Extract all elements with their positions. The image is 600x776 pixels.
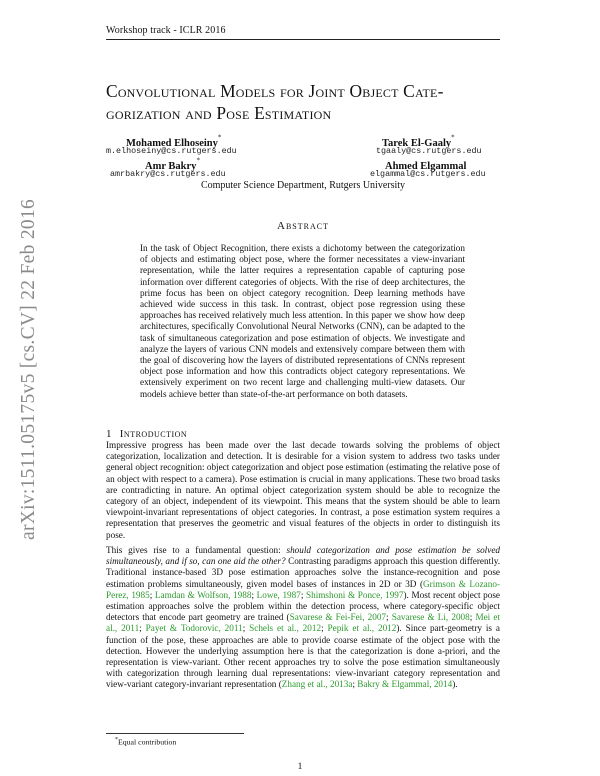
abstract-body: In the task of Object Recognition, there exists a dichotomy between the categorization of objects and estimating object pose, where the former necessitates a view-invariant representation, while the latter requires a representation capable of capturing pose information over different categories of objects. With the rise of deep architectures, the prime focus has been on object category recognition. Deep learning methods have achieved wide success in this task. In contrast, object pose regression using these approaches has received relatively much less attention. In this paper we show how deep architectures, specifically Convolutional Neural Networks (CNN), can be adapted to the task of simultaneous categorization and pose estimation of objects. We investigate and analyze the layers of various CNN models and extensively compare between them with the goal of discovering how the layers of distributed representations of CNNs represent object pose information and how this contradicts object category representations. We extensively experiment on two recent large and challenging multi-view datasets. Our models achieve better than state-of-the-art performance on both datasets. xyxy=(140,243,465,399)
author-1: Mohamed Elhoseiny* xyxy=(126,133,222,149)
author-name: Amr Bakry xyxy=(145,161,197,172)
citation-link[interactable]: Payet & Todorovic, 2011 xyxy=(145,623,243,634)
title-w6: Pose xyxy=(216,103,250,123)
citation-link[interactable]: Savarese & Fei-Fei, 2007 xyxy=(289,612,387,623)
title-w5: Cate- xyxy=(403,81,444,101)
page-number: 1 xyxy=(297,762,303,772)
arxiv-stamp[interactable]: arXiv:1511.05175v5 [cs.CV] 22 Feb 2016 xyxy=(18,198,39,540)
section-heading-introduction: 1 Introduction xyxy=(106,428,188,440)
author-3: Amr Bakry* xyxy=(145,156,200,172)
header-rule xyxy=(106,39,500,40)
paper-title xyxy=(106,80,506,124)
footnote: *Equal contribution xyxy=(115,737,177,747)
citation-link[interactable]: Bakry & Elgammal, 2014 xyxy=(357,679,453,690)
citation-link[interactable]: Schels et al., 2012 xyxy=(249,623,322,634)
author-email[interactable]: elgammal@cs.rutgers.edu xyxy=(370,169,486,179)
citation-link[interactable]: Pepik et al., 2012 xyxy=(327,623,397,634)
title-line2: gorization and xyxy=(106,103,212,123)
citation-link[interactable]: Lowe, 1987 xyxy=(256,589,301,600)
author-2: Tarek El-Gaaly* xyxy=(382,133,455,149)
title-w4: Object xyxy=(349,81,399,101)
title-w2: Models for xyxy=(220,81,304,101)
research-question: should categorization and pose estimation be solved simultaneously, and if so, can one aid the other? xyxy=(106,545,500,567)
affiliation: Computer Science Department, Rutgers University xyxy=(200,180,406,191)
author-email[interactable]: amrbakry@cs.rutgers.edu xyxy=(110,169,226,179)
author-name: Tarek El-Gaaly xyxy=(382,138,452,149)
citation-link[interactable]: Zhang et al., 2013a xyxy=(281,679,353,690)
author-email[interactable]: m.elhoseiny@cs.rutgers.edu xyxy=(106,146,237,156)
intro-paragraph-1: Impressive progress has been made over the last decade towards solving the problems of object categorization, localization and detection. It is desirable for a vision system to address two tasks under general object recognition: object categorization and object pose estimation (estimating the relative pose of an object with respect to a camera). Pose estimation is crucial in many applications. These two broad tasks are contradicting in nature. An optimal object categorization system should be able to recognize the category of an object, independent of its viewpoint. This means that the system should be able to learn viewpoint-invariant representations of object categories. In contrast, a pose estimation system requires a representation that preserves the geometric and visual features of the objects in order to distinguish its pose. xyxy=(106,440,500,540)
citation-link[interactable]: Shimshoni & Ponce, 1997 xyxy=(306,589,404,600)
title-w1: Convolutional xyxy=(106,81,216,101)
abstract-heading: Abstract xyxy=(277,220,329,232)
citation-link[interactable]: Mei et al., 2011 xyxy=(106,612,500,634)
running-header: Workshop track - ICLR 2016 xyxy=(106,25,226,36)
title-w3: Joint xyxy=(308,81,345,101)
title-w7: Estimation xyxy=(254,103,332,123)
citation-link[interactable]: Grimson & Lozano-Perez, 1985 xyxy=(106,578,500,600)
author-name: Mohamed Elhoseiny xyxy=(126,138,218,149)
footnote-rule xyxy=(106,733,244,734)
author-email[interactable]: tgaaly@cs.rutgers.edu xyxy=(376,146,482,156)
citation-link[interactable]: Savarese & Li, 2008 xyxy=(391,612,470,623)
intro-paragraph-2: This gives rise to a fundamental question: should categorization and pose estimation be solved simultaneously, and if so, can one aid the other? Contrasting paradigms approach this question differently. Traditional instance-based 3D pose estimation approaches solve the instance-recognition and pose estimation problems simultaneously, given model bases of instances in 2D or 3D (Grimson & Lozano-Perez, 1985; Lamdan & Wolfson, 1988; Lowe, 1987; Shimshoni & Ponce, 1997). Most recent object pose estimation approaches solve the problem within the detection process, where category-specific object detectors that encode part geometry are trained (Savarese & Fei-Fei, 2007; Savarese & Li, 2008; Mei et al., 2011; Payet & Todorovic, 2011; Schels et al., 2012; Pepik et al., 2012). Since part-geometry is a function of the pose, these approaches are able to provide coarse estimate of the object pose with the detection. However the underlying assumption here is that the categorization is done a-priori, and the representation is view-variant. Other recent approaches try to solve the pose estimation simultaneously with categorization through learning dual representations: view-invariant category representation and view-variant category-invariant representation (Zhang et al., 2013a; Bakry & Elgammal, 2014). xyxy=(106,545,500,690)
author-name: Ahmed Elgammal xyxy=(385,161,467,172)
citation-link[interactable]: Lamdan & Wolfson, 1988 xyxy=(154,589,252,600)
